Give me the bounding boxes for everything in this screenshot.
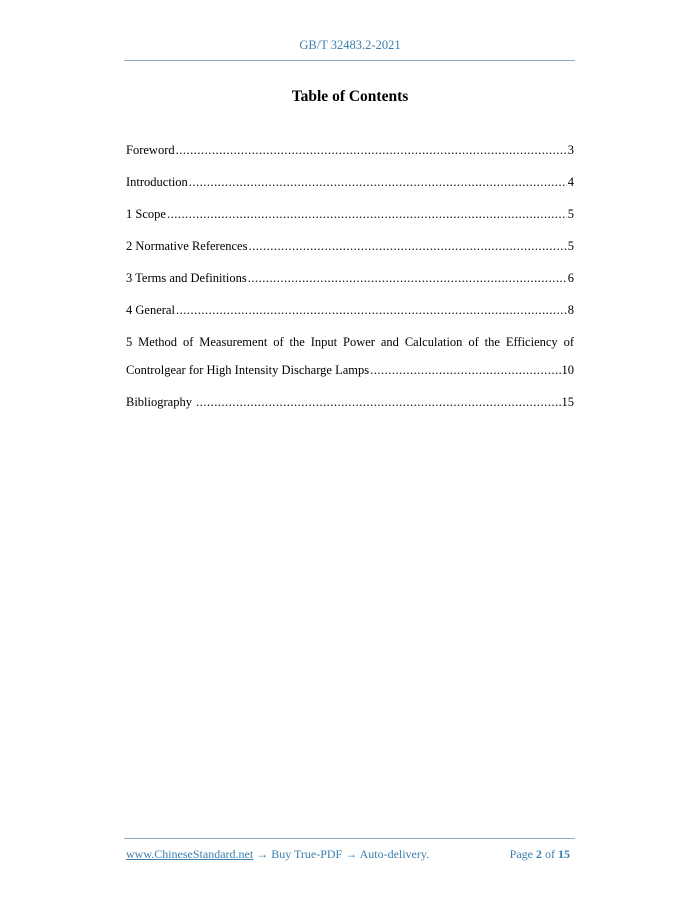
toc-entry-page: 4: [567, 175, 574, 189]
footer-divider: [124, 838, 575, 839]
toc-dot-leader: [189, 171, 567, 193]
page-of: of: [542, 847, 558, 861]
toc-entry-page: 10: [561, 363, 574, 377]
toc-dot-leader: [370, 359, 560, 381]
toc-entry-terms-and-definitions[interactable]: [126, 267, 574, 299]
toc-dot-leader: [248, 267, 567, 289]
page-footer: [126, 847, 570, 863]
toc-entry-label: Introduction: [126, 175, 188, 189]
toc-entry-page: 3: [567, 143, 574, 157]
website-link[interactable]: www.ChineseStandard.net: [126, 847, 254, 861]
toc-dot-leader: [176, 299, 567, 321]
page-total: 15: [558, 847, 570, 861]
toc-dot-leader: [248, 235, 566, 257]
toc-entry-line2: [126, 359, 574, 391]
toc-entry-page: 8: [567, 303, 574, 317]
toc-entry-normative-references[interactable]: [126, 235, 574, 267]
toc-entry-general[interactable]: [126, 299, 574, 331]
footer-promo: [126, 847, 429, 862]
toc-entry-bibliography[interactable]: [126, 391, 574, 423]
toc-entry-label: 1 Scope: [126, 207, 166, 221]
toc-entry-label: 3 Terms and Definitions: [126, 271, 247, 285]
toc-dot-leader: [176, 139, 567, 161]
toc-title: Table of Contents: [291, 88, 409, 105]
page-word: Page: [509, 847, 536, 861]
standard-code: GB/T 32483.2-2021: [299, 38, 401, 52]
header-divider: [124, 60, 575, 61]
toc-entry-page: 15: [561, 395, 574, 409]
toc-entry-foreword[interactable]: [126, 139, 574, 171]
toc-entry-scope[interactable]: [126, 203, 574, 235]
toc-entry-label: 4 General: [126, 303, 175, 317]
toc-entry-method-of-measurement[interactable]: [126, 331, 574, 391]
toc-dot-leader: [167, 203, 567, 225]
page-current: 2: [536, 847, 542, 861]
page-number: [510, 847, 570, 862]
toc-entry-label: Controlgear for High Intensity Discharge Lamps: [126, 363, 370, 377]
toc-entry-label: Bibliography: [126, 395, 196, 409]
toc-entry-page: 5: [567, 239, 574, 253]
toc-entry-introduction[interactable]: [126, 171, 574, 203]
toc-entry-label: 2 Normative References: [126, 239, 248, 253]
table-of-contents: [126, 139, 574, 423]
toc-entry-page: 6: [567, 271, 574, 285]
toc-dot-leader: [196, 391, 560, 413]
toc-entry-label-line1: 5 Method of Measurement of the Input Power and Calculation of the Efficiency of: [126, 335, 574, 349]
toc-entry-label: Foreword: [126, 143, 175, 157]
footer-promo-text: → Buy True-PDF → Auto-delivery.: [253, 847, 430, 861]
toc-entry-page: 5: [567, 207, 574, 221]
